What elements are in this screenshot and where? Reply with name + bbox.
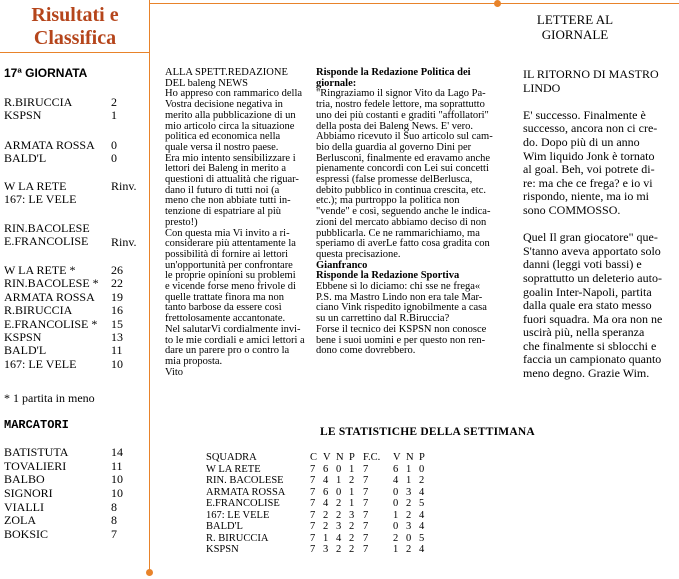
reply-political-heading: Risponde la Redazione Politica dei giornale: <box>316 67 471 89</box>
stats-value-cell: 0 <box>419 463 425 475</box>
scorer-goals: 10 <box>111 486 123 501</box>
standings-points: 19 <box>111 289 123 304</box>
standings-team: 167: LE VELE <box>4 356 77 371</box>
reply-signature: Gianfranco <box>316 259 368 271</box>
stats-header-cell: V <box>393 452 401 463</box>
stats-value-cell: 0 <box>336 463 342 475</box>
stats-value-cell: 1 <box>393 544 399 555</box>
stats-value-cell: 7 <box>310 475 316 486</box>
stats-value-cell: 6 <box>393 463 399 475</box>
stats-value-cell: 0 <box>393 498 399 509</box>
letter-vito <box>165 68 313 378</box>
stats-value-cell: 5 <box>419 532 425 544</box>
stats-value-cell: 7 <box>363 509 369 521</box>
standings-team: KSPSN <box>4 329 42 344</box>
scorer-goals: 7 <box>111 527 117 542</box>
result-scores <box>111 139 117 165</box>
standings-row <box>4 331 134 344</box>
stats-value-cell: 6 <box>323 486 329 498</box>
result-scores <box>111 96 117 122</box>
standings-team: W LA RETE * <box>4 263 76 277</box>
stats-value-cell: 4 <box>419 486 425 498</box>
stats-value-cell: 1 <box>349 463 355 475</box>
stats-value-cell: 7 <box>310 498 316 509</box>
result-score: 1 <box>111 108 117 122</box>
giornata-heading: 17ª GIORNATA <box>4 66 88 80</box>
stats-value-cell: 1 <box>406 463 412 475</box>
article-paragraph: Quel Il gran giocatore" que- S'tanno aveva apportato solo danni (leggi voti bassi) e soprattutto un deleterio auto- goalin Inter-Napoli, partita dalla quale era stato messo fuori squadra. Ma ora non ne uscirà più, nella speranza che finalmente si sblocchi e faccia un campionato quanto meno degno. Grazie Wim. <box>523 230 663 381</box>
stats-value-cell: 0 <box>393 521 399 532</box>
stats-row <box>206 544 432 556</box>
marcatori-heading: MARCATORI <box>4 418 69 432</box>
stats-header-cell: P <box>419 452 425 463</box>
standings-points: 11 <box>111 343 123 358</box>
stats-value-cell: 4 <box>393 475 399 486</box>
stats-value-cell: 3 <box>349 509 355 521</box>
stats-header-cell: P <box>349 452 355 463</box>
standings-row <box>4 304 134 317</box>
stats-title: LE STATISTICHE DELLA SETTIMANA <box>320 426 535 438</box>
stats-header-cell: C <box>310 452 318 463</box>
standings-team: RIN.BACOLESE * <box>4 276 99 291</box>
stats-value-cell: 7 <box>310 532 316 544</box>
result-team: BALD'L <box>4 151 47 165</box>
standings-team: E.FRANCOLISE * <box>4 316 98 331</box>
stats-value-cell: 4 <box>336 532 342 544</box>
top-rule-dot <box>494 0 501 7</box>
stats-row <box>206 464 432 476</box>
section-title: Risultati e Classifica <box>31 4 119 49</box>
stats-header-row <box>206 452 432 464</box>
reply-sport-body: Ebbene sì lo diciamo: chi sse ne frega« P.S. ma Mastro Lindo non era tale Mar- ciano Vink rispedito ignobilmente a casa su un carrettino dal R.Biruccia? Forse il tecnico dei KSPSN non conosce bene i suoi uomini e per questo non ren- dono come dovrebbero. <box>316 281 487 357</box>
stats-value-cell: 3 <box>406 521 412 532</box>
stats-header-cell: SQUADRA <box>206 452 257 463</box>
stats-value-cell: 4 <box>419 509 425 521</box>
standings-points: 13 <box>111 329 123 344</box>
result-team: RIN.BACOLESE <box>4 221 90 235</box>
scorer-goals: 14 <box>111 445 123 459</box>
reply-sport-heading: Risponde la Redazione Sportiva <box>316 270 460 282</box>
top-divider-line <box>0 52 149 53</box>
letter-replies <box>316 68 506 357</box>
stats-value-cell: 1 <box>349 498 355 509</box>
stats-header-cell: N <box>336 452 344 463</box>
stats-value-cell: 0 <box>393 486 399 498</box>
stats-value-cell: 7 <box>363 486 369 498</box>
result-block <box>4 139 95 165</box>
letter-vito-text: ALLA SPETT.REDAZIONE DEL baleng NEWS Ho appreso con rammarico della Vostra decisione negativa in merito alla pubblicazione di un mio articolo circa la situazione politica ed economica nella quale versa il nostro paese. Era mio intento sensibilizzare i lettori dei Baleng in merito a questioni di attualità che riguar- dano il futuro di tutti noi (a meno che non abbiate tutti in- tenzione di espatriare al più presto!) Con questa mia Vi invito a ri- considerare più attentamente la possibilità di fornire ai lettori un'opportunità per confrontare le proprie opinioni su problemi e vicende forse meno frivole di quelle trattate finora ma non tanto barbose da essere così frettolosamente accantonate. Nel salutarVi cordialmente invi- to le mie cordiali e amici lettori a dare un parere pro o contro la mia proposta. Vito <box>165 67 305 378</box>
stats-value-cell: 2 <box>349 544 355 555</box>
stats-value-cell: 5 <box>419 498 425 509</box>
scorer-goals: 8 <box>111 513 117 528</box>
stats-value-cell: 2 <box>406 498 412 509</box>
stats-team-cell: W LA RETE <box>206 463 261 475</box>
result-score: 0 <box>111 138 117 152</box>
result-block <box>4 180 76 206</box>
stats-value-cell: 2 <box>336 498 342 509</box>
stats-header-cell: V <box>323 452 331 463</box>
stats-row <box>206 521 432 533</box>
result-scores <box>111 236 137 249</box>
stats-team-cell: R. BIRUCCIA <box>206 532 269 544</box>
scorer-name: BALBO <box>4 472 45 487</box>
stats-value-cell: 1 <box>349 486 355 498</box>
scorer-name: BATISTUTA <box>4 445 69 459</box>
standings-footnote: * 1 partita in meno <box>4 391 95 405</box>
stats-value-cell: 7 <box>310 486 316 498</box>
article-paragraph: E' successo. Finalmente è successo, ancora non ci cre- do. Dopo più di un anno Wim liquido Jonk è tornato al goal. Beh, voi potrete di- re: ma che ce frega? e io vi rispondo, niente, ma io mi sono COMMOSSO. <box>523 107 658 217</box>
stats-value-cell: 3 <box>323 544 329 555</box>
scorer-goals: 11 <box>111 458 123 473</box>
stats-value-cell: 0 <box>406 532 412 544</box>
stats-value-cell: 4 <box>419 521 425 532</box>
standings-row <box>4 344 134 357</box>
result-team: 167: LE VELE <box>4 192 77 206</box>
result-block <box>4 96 72 122</box>
result-team: W LA RETE <box>4 179 67 193</box>
stats-value-cell: 1 <box>323 532 329 544</box>
stats-team-cell: KSPSN <box>206 544 239 555</box>
stats-value-cell: 4 <box>419 544 425 555</box>
standings-points: 22 <box>111 276 123 291</box>
standings-team: ARMATA ROSSA <box>4 289 95 304</box>
standings-row <box>4 277 134 290</box>
stats-table <box>206 452 432 556</box>
stats-row <box>206 487 432 499</box>
scorer-name: VIALLI <box>4 499 44 514</box>
scorer-goals: 10 <box>111 472 123 487</box>
stats-team-cell: BALD'L <box>206 521 243 532</box>
article-title: IL RITORNO DI MASTRO LINDO <box>523 67 659 95</box>
standings-row <box>4 264 134 277</box>
scorer-row <box>4 528 134 542</box>
scorer-goals: 8 <box>111 499 117 514</box>
standings-points: 10 <box>111 356 123 371</box>
stats-value-cell: 1 <box>393 509 399 521</box>
stats-row <box>206 510 432 522</box>
stats-value-cell: 2 <box>393 532 399 544</box>
stats-value-cell: 0 <box>336 486 342 498</box>
standings-points: 16 <box>111 303 123 318</box>
stats-value-cell: 2 <box>349 521 355 532</box>
stats-value-cell: 3 <box>406 486 412 498</box>
scorer-row <box>4 514 134 528</box>
stats-value-cell: 2 <box>349 475 355 486</box>
standings-points: 15 <box>111 316 123 331</box>
result-score: 0 <box>111 151 117 165</box>
result-team: E.FRANCOLISE <box>4 234 89 248</box>
scorer-row <box>4 473 134 487</box>
result-score: 2 <box>111 95 117 109</box>
stats-value-cell: 7 <box>310 521 316 532</box>
stats-header-cell: F.C. <box>363 452 381 463</box>
stats-row <box>206 498 432 510</box>
stats-value-cell: 7 <box>310 509 316 521</box>
standings-team: R.BIRUCCIA <box>4 303 73 318</box>
article-mastro-lindo <box>523 68 675 394</box>
stats-value-cell: 2 <box>336 509 342 521</box>
standings-points: 26 <box>111 263 123 277</box>
stats-value-cell: 7 <box>363 475 369 486</box>
scorer-name: BOKSIC <box>4 527 49 542</box>
scorer-row <box>4 487 134 501</box>
result-score: Rinv. <box>111 235 137 249</box>
stats-value-cell: 7 <box>363 544 369 555</box>
stats-value-cell: 7 <box>363 463 369 475</box>
scorer-row <box>4 501 134 515</box>
marcatori-list <box>4 446 134 542</box>
top-rule-line <box>149 3 679 4</box>
stats-value-cell: 4 <box>323 475 329 486</box>
scorer-name: TOVALIERI <box>4 458 67 473</box>
stats-value-cell: 7 <box>310 544 316 555</box>
stats-value-cell: 7 <box>363 532 369 544</box>
stats-value-cell: 1 <box>336 475 342 486</box>
result-team: R.BIRUCCIA <box>4 95 73 109</box>
stats-value-cell: 1 <box>406 475 412 486</box>
scorer-name: ZOLA <box>4 513 36 528</box>
standings-row <box>4 358 134 371</box>
stats-value-cell: 6 <box>323 463 329 475</box>
stats-value-cell: 2 <box>336 544 342 555</box>
scorer-name: SIGNORI <box>4 486 53 501</box>
standings-row <box>4 318 134 331</box>
scorer-row <box>4 460 134 474</box>
stats-value-cell: 3 <box>336 521 342 532</box>
result-team: ARMATA ROSSA <box>4 138 95 152</box>
stats-team-cell: ARMATA ROSSA <box>206 486 286 498</box>
header-lettere-al-giornale: LETTERE AL GIORNALE <box>536 12 614 42</box>
stats-row <box>206 475 432 487</box>
stats-header-cell: N <box>406 452 414 463</box>
result-team: KSPSN <box>4 108 42 122</box>
stats-value-cell: 7 <box>363 521 369 532</box>
stats-value-cell: 2 <box>323 509 329 521</box>
stats-team-cell: 167: LE VELE <box>206 509 270 521</box>
standings-row <box>4 291 134 304</box>
stats-value-cell: 2 <box>349 532 355 544</box>
stats-value-cell: 2 <box>323 521 329 532</box>
stats-team-cell: E.FRANCOLISE <box>206 498 280 509</box>
reply-political-body: "Ringraziamo il signor Vito da Lago Pa- tria, nostro fedele lettore, ma soprattutto uno dei più costanti e graditi "affollatori" della posta dei Baleng News. E' vero. Abbiamo ricevuto il Suo articolo sul cam- bio della guardia al governo Dini per Berlusconi, finalmente ed eravamo anche pienamente concordi con Lei sui concetti espressi (false promesse delBerlusca, debito pubblico in continua crescita, etc. etc.); ma purtroppo la politica non "vende" e così, seguendo anche le indica- zioni del mercato abbiamo deciso di non pubblicarla. Ce ne rammarichiamo, ma speriamo di averLe fatto cosa gradita con questa precisazione. <box>316 88 493 260</box>
result-scores <box>111 180 137 193</box>
scorer-row <box>4 446 134 460</box>
stats-value-cell: 4 <box>323 498 329 509</box>
stats-value-cell: 7 <box>310 463 316 475</box>
stats-value-cell: 2 <box>406 544 412 555</box>
result-score: Rinv. <box>111 179 137 193</box>
stats-value-cell: 2 <box>419 475 425 486</box>
stats-team-cell: RIN. BACOLESE <box>206 475 284 486</box>
standings-list <box>4 264 134 371</box>
stats-row <box>206 533 432 545</box>
stats-value-cell: 2 <box>406 509 412 521</box>
stats-value-cell: 7 <box>363 498 369 509</box>
bottom-rule-dot <box>146 569 153 576</box>
standings-team: BALD'L <box>4 343 47 358</box>
result-block <box>4 222 90 248</box>
left-column-divider <box>149 52 150 570</box>
